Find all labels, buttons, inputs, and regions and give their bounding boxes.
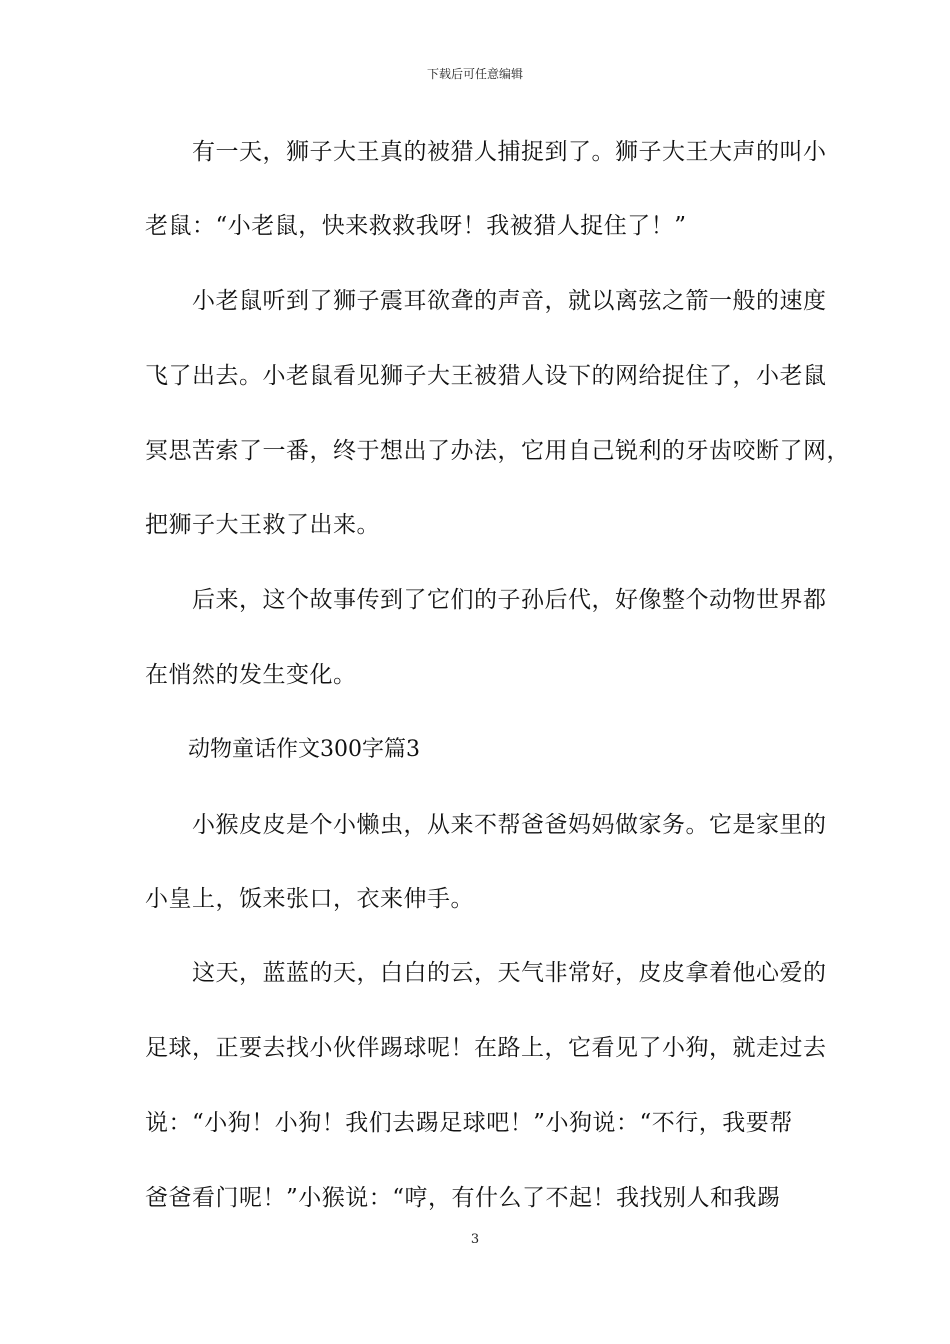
paragraph-line: 老鼠：“小老鼠，快来救救我呀！我被猎人捉住了！” <box>145 213 687 239</box>
paragraph-line: 冥思苦索了一番，终于想出了办法，它用自己锐利的牙齿咬断了网， <box>145 438 850 464</box>
paragraph-line: 在悄然的发生变化。 <box>145 662 357 688</box>
page-header: 下载后可任意编辑 <box>426 67 523 81</box>
paragraph-line: 有一天，狮子大王真的被猎人捕捉到了。狮子大王大声的叫小 <box>192 139 827 165</box>
paragraph-line: 爸爸看门呢！”小猴说：“哼，有什么了不起！我找别人和我踢 <box>145 1185 781 1211</box>
paragraph-line: 小老鼠听到了狮子震耳欲聋的声音，就以离弦之箭一般的速度 <box>192 288 827 314</box>
paragraph-line: 把狮子大王救了出来。 <box>145 512 380 538</box>
paragraph-line: 飞了出去。小老鼠看见狮子大王被猎人设下的网给捉住了，小老鼠 <box>145 363 827 389</box>
paragraph-line: 后来，这个故事传到了它们的子孙后代，好像整个动物世界都 <box>192 587 827 613</box>
paragraph-line: 这天，蓝蓝的天，白白的云，天气非常好，皮皮拿着他心爱的 <box>192 960 827 986</box>
paragraph-line: 足球，正要去找小伙伴踢球呢！在路上，它看见了小狗，就走过去 <box>145 1035 827 1061</box>
paragraph-line: 小猴皮皮是个小懒虫，从来不帮爸爸妈妈做家务。它是家里的 <box>192 812 827 838</box>
paragraph-line: 说：“小狗！小狗！我们去踢足球吧！”小狗说：“不行，我要帮 <box>145 1110 793 1136</box>
section-heading: 动物童话作文300字篇3 <box>188 737 420 762</box>
page-number: 3 <box>470 1232 480 1247</box>
paragraph-line: 小皇上，饭来张口，衣来伸手。 <box>145 886 474 912</box>
